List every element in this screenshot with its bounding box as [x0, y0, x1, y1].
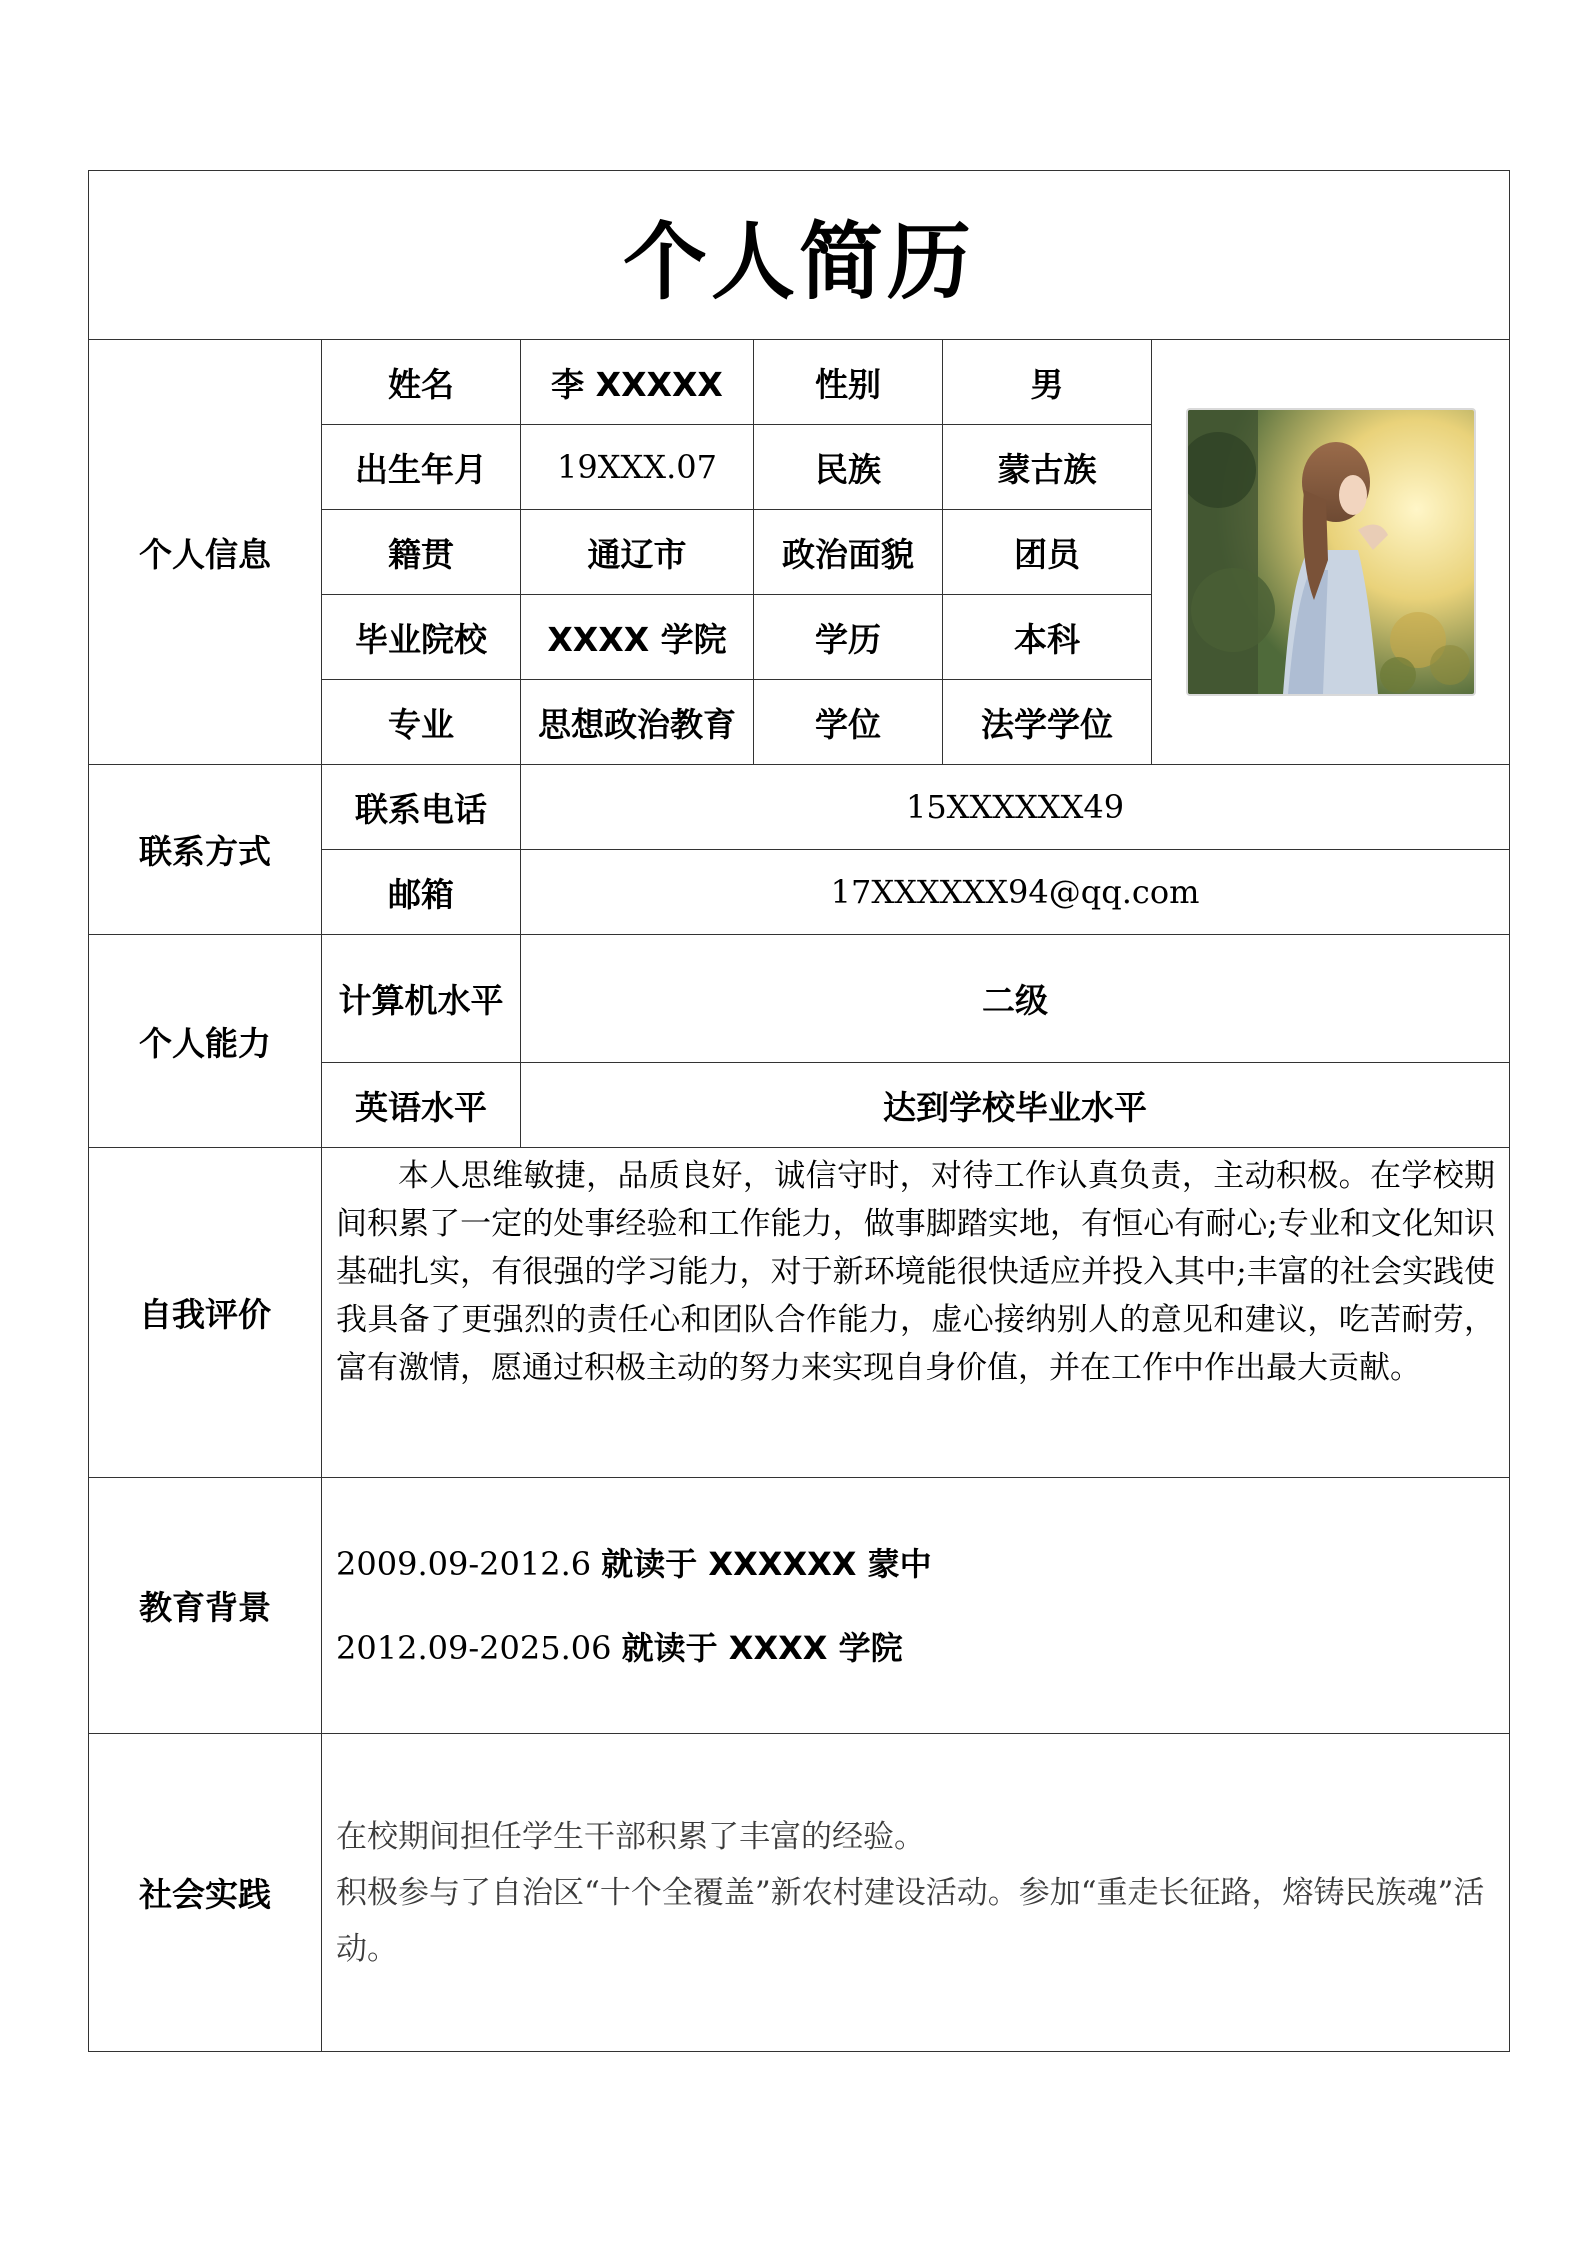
- value-degree: 法学学位: [943, 680, 1152, 765]
- value-hometown: 通辽市: [521, 510, 754, 595]
- education-item: [336, 1540, 1509, 1588]
- value-political: 团员: [943, 510, 1152, 595]
- value-gender: 男: [943, 340, 1152, 425]
- value-computer: 二级: [521, 935, 1510, 1063]
- label-email: 邮箱: [322, 850, 521, 935]
- section-label-self-eval: 自我评价: [89, 1148, 322, 1478]
- section-label-ability: 个人能力: [89, 935, 322, 1148]
- education-cell: [322, 1478, 1510, 1734]
- education-text: 就读于 XXXX 学院: [621, 1628, 903, 1667]
- value-name: 李 XXXXX: [521, 340, 754, 425]
- label-computer: 计算机水平: [322, 935, 521, 1063]
- label-birth: 出生年月: [322, 425, 521, 510]
- value-email: 17XXXXXX94@qq.com: [521, 850, 1510, 935]
- value-school: XXXX 学院: [521, 595, 754, 680]
- label-name: 姓名: [322, 340, 521, 425]
- page-title: 个人简历: [623, 212, 976, 311]
- value-english: 达到学校毕业水平: [521, 1063, 1510, 1148]
- label-degree: 学位: [754, 680, 943, 765]
- label-ethnicity: 民族: [754, 425, 943, 510]
- section-label-contact: 联系方式: [89, 765, 322, 935]
- label-gender: 性别: [754, 340, 943, 425]
- practice-cell: [322, 1734, 1510, 2052]
- education-item: [336, 1624, 1509, 1672]
- value-birth: 19XXX.07: [521, 425, 754, 510]
- label-english: 英语水平: [322, 1063, 521, 1148]
- education-dates: 2009.09-2012.6: [336, 1544, 592, 1583]
- title-cell: [89, 171, 1510, 340]
- practice-line: 在校期间担任学生干部积累了丰富的经验。: [336, 1818, 925, 1855]
- portrait-photo: [1186, 408, 1476, 696]
- section-label-practice: 社会实践: [89, 1734, 322, 2052]
- label-major: 专业: [322, 680, 521, 765]
- value-ethnicity: 蒙古族: [943, 425, 1152, 510]
- practice-line: 积极参与了自治区“十个全覆盖”新农村建设活动。参加“重走长征路，熔铸民族魂”活动。: [336, 1874, 1485, 1967]
- section-label-education: 教育背景: [89, 1478, 322, 1734]
- photo-cell: [1152, 340, 1510, 765]
- label-school: 毕业院校: [322, 595, 521, 680]
- value-phone: 15XXXXXX49: [521, 765, 1510, 850]
- label-degree-level: 学历: [754, 595, 943, 680]
- resume-table: [88, 170, 1510, 2052]
- label-hometown: 籍贯: [322, 510, 521, 595]
- education-dates: 2012.09-2025.06: [336, 1628, 612, 1667]
- section-label-personal-info: 个人信息: [89, 340, 322, 765]
- value-major: 思想政治教育: [521, 680, 754, 765]
- self-eval-text: 本人思维敏捷，品质良好，诚信守时，对待工作认真负责，主动积极。在学校期间积累了一定的处事经验和工作能力，做事脚踏实地，有恒心有耐心;专业和文化知识基础扎实，有很强的学习能力，对于新环境能很快适应并投入其中;丰富的社会实践使我具备了更强烈的责任心和团队合作能力，虚心接纳别人的意见和建议，吃苦耐劳，富有激情，愿通过积极主动的努力来实现自身价值，并在工作中作出最大贡献。: [336, 1158, 1496, 1386]
- value-degree-level: 本科: [943, 595, 1152, 680]
- label-phone: 联系电话: [322, 765, 521, 850]
- self-eval-cell: [322, 1148, 1510, 1478]
- label-political: 政治面貌: [754, 510, 943, 595]
- education-text: 就读于 XXXXXX 蒙中: [601, 1544, 932, 1583]
